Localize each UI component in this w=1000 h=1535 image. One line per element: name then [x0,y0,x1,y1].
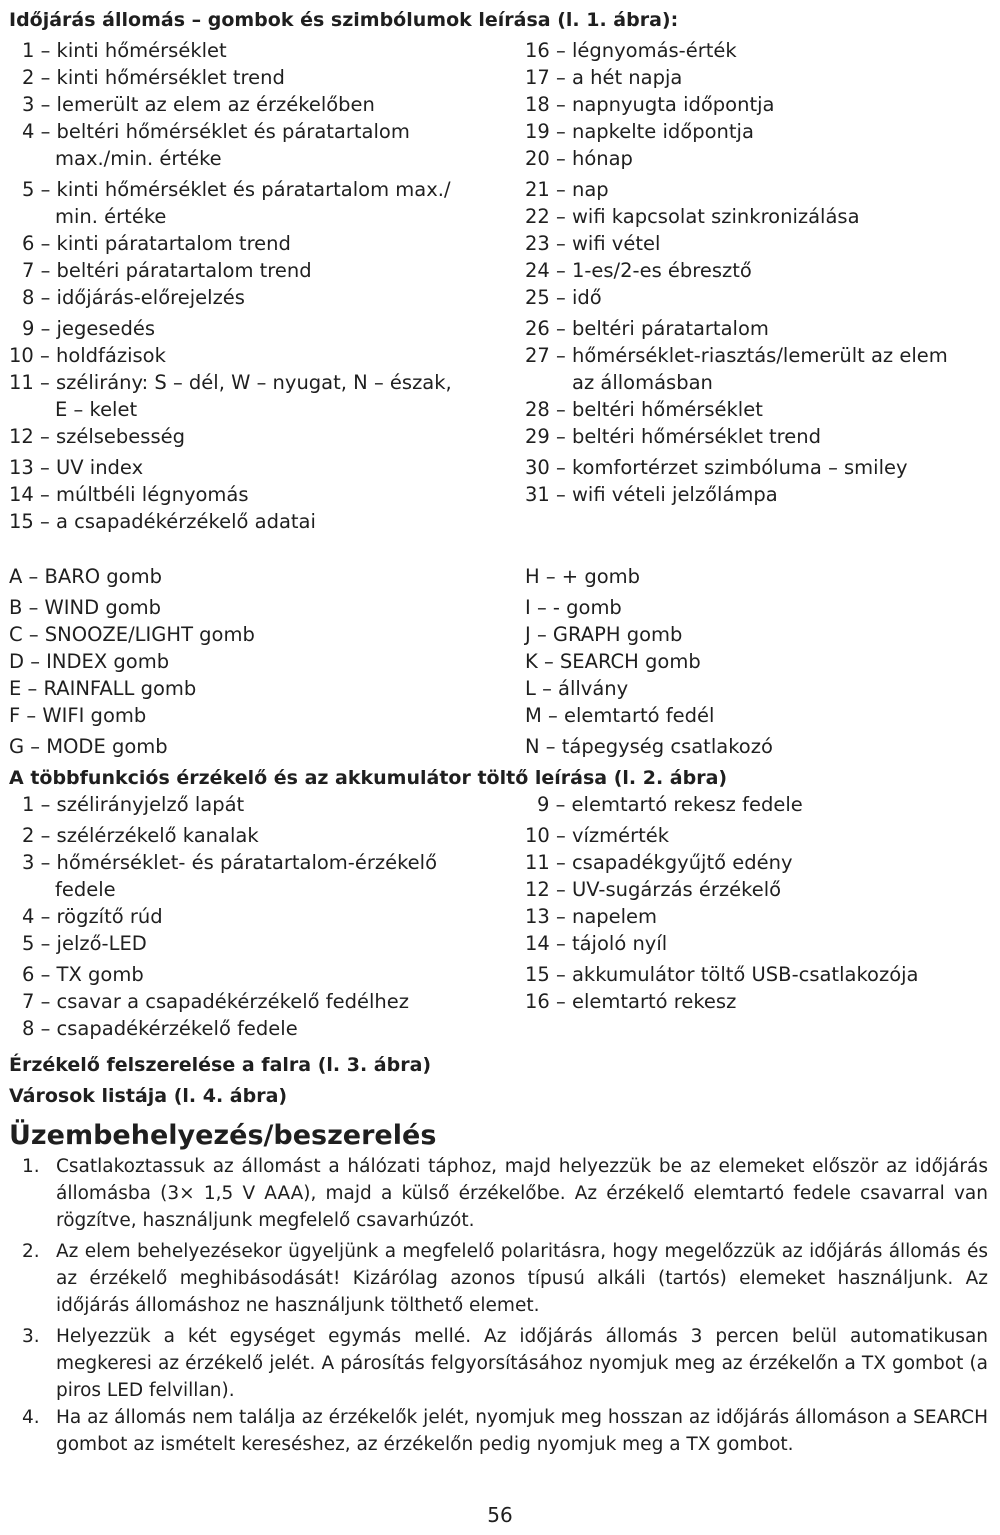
sensor-legend-item: 15 – akkumulátor töltő USB-csatlakozója [525,963,919,986]
section-heading-city-list: Városok listája (l. 4. ábra) [9,1085,288,1107]
sensor-legend-item: 13 – napelem [525,905,658,928]
legend-item: 14 – múltbéli légnyomás [9,483,249,506]
sensor-legend-item: 8 – csapadékérzékelő fedele [22,1017,298,1040]
button-legend-item: N – tápegység csatlakozó [525,735,773,758]
button-legend-item: D – INDEX gomb [9,650,170,673]
instruction-step [22,1323,988,1404]
legend-item: 3 – lemerült az elem az érzékelőben [22,93,375,116]
step-text: Csatlakoztassuk az állomást a hálózati táphoz, majd helyezzük be az elemeket először az időjárás állomásba (3× 1,5 V AAA), majd a külső érzékelőbe. Az érzékelő elemtartó fedele csavarral van rögzítve, használjunk megfelelő csavarhúzót. [56,1156,988,1231]
legend-item: 29 – beltéri hőmérséklet trend [525,425,822,448]
legend-item: 12 – szélsebesség [9,425,185,448]
legend-item: 17 – a hét napja [525,66,683,89]
legend-item: 24 – 1-es/2-es ébresztő [525,259,752,282]
button-legend-item: J – GRAPH gomb [525,623,683,646]
legend-item: 23 – wifi vétel [525,232,661,255]
legend-item: 22 – wifi kapcsolat szinkronizálása [525,205,860,228]
legend-item: 15 – a csapadékérzékelő adatai [9,510,316,533]
button-legend-item: F – WIFI gomb [9,704,147,727]
legend-item-continued: az állomásban [572,371,713,394]
legend-item: 5 – kinti hőmérséklet és páratartalom max./ [22,178,451,201]
button-legend-item: E – RAINFALL gomb [9,677,197,700]
legend-item-continued: min. értéke [55,205,167,228]
sensor-legend-item: 1 – szélirányjelző lapát [22,793,245,816]
legend-item: 28 – beltéri hőmérséklet [525,398,763,421]
step-number: 1. [22,1156,40,1177]
legend-item-continued: E – kelet [55,398,138,421]
step-number: 2. [22,1241,40,1262]
legend-item: 27 – hőmérséklet-riasztás/lemerült az elem [525,344,948,367]
legend-item: 16 – légnyomás-érték [525,39,737,62]
instruction-step [22,1153,988,1234]
legend-item: 1 – kinti hőmérséklet [22,39,227,62]
sensor-legend-item: 14 – tájoló nyíl [525,932,668,955]
legend-item: 13 – UV index [9,456,144,479]
step-number: 3. [22,1326,40,1347]
sensor-legend-item: 2 – szélérzékelő kanalak [22,824,259,847]
sensor-legend-item: 9 – elemtartó rekesz fedele [537,793,803,816]
legend-item: 6 – kinti páratartalom trend [22,232,291,255]
button-legend-item: H – + gomb [525,565,641,588]
button-legend-item: G – MODE gomb [9,735,168,758]
legend-item: 2 – kinti hőmérséklet trend [22,66,285,89]
section-title-installation: Üzembehelyezés/beszerelés [9,1120,437,1151]
sensor-legend-item: 7 – csavar a csapadékérzékelő fedélhez [22,990,410,1013]
button-legend-item: L – állvány [525,677,629,700]
legend-item: 21 – nap [525,178,609,201]
legend-item: 18 – napnyugta időpontja [525,93,775,116]
section-heading-wall-mount: Érzékelő felszerelése a falra (l. 3. ábra) [9,1054,432,1076]
legend-item: 9 – jegesedés [22,317,156,340]
legend-item-continued: max./min. értéke [55,147,222,170]
button-legend-item: M – elemtartó fedél [525,704,715,727]
instruction-step [22,1404,988,1458]
legend-item: 31 – wifi vételi jelzőlámpa [525,483,778,506]
button-legend-item: B – WIND gomb [9,596,162,619]
button-legend-item: K – SEARCH gomb [525,650,701,673]
legend-item: 25 – idő [525,286,602,309]
section-heading-station: Időjárás állomás – gombok és szimbólumok leírása (l. 1. ábra): [9,9,679,31]
sensor-legend-item: 11 – csapadékgyűjtő edény [525,851,793,874]
button-legend-item: I – - gomb [525,596,622,619]
sensor-legend-item: 6 – TX gomb [22,963,144,986]
legend-item: 4 – beltéri hőmérséklet és páratartalom [22,120,410,143]
step-text: Helyezzük a két egységet egymás mellé. Az időjárás állomás 3 percen belül automatikusan megkeresi az érzékelő jelét. A párosítás felgyorsításához nyomjuk meg az érzékelőn a TX gombot (a piros LED felvillan). [56,1326,988,1401]
step-text: Az elem behelyezésekor ügyeljünk a megfelelő polaritásra, hogy megelőzzük az időjárás állomás és az érzékelő meghibásodását! Kizárólag azonos típusú alkáli (tartós) elemeket használjunk. Az időjárás állomáshoz ne használjunk tölthető elemet. [56,1241,988,1316]
page-number: 56 [487,1503,513,1527]
sensor-legend-item: 3 – hőmérséklet- és páratartalom-érzékelő [22,851,438,874]
sensor-legend-item: 10 – vízmérték [525,824,670,847]
legend-item: 11 – szélirány: S – dél, W – nyugat, N – észak, [9,371,452,394]
legend-item: 20 – hónap [525,147,633,170]
legend-item: 8 – időjárás-előrejelzés [22,286,245,309]
legend-item: 19 – napkelte időpontja [525,120,754,143]
step-number: 4. [22,1407,40,1428]
button-legend-item: A – BARO gomb [9,565,162,588]
sensor-legend-item-continued: fedele [55,878,116,901]
sensor-legend-item: 12 – UV-sugárzás érzékelő [525,878,782,901]
button-legend-item: C – SNOOZE/LIGHT gomb [9,623,255,646]
instruction-step [22,1238,988,1319]
sensor-legend-item: 5 – jelző-LED [22,932,147,955]
sensor-legend-item: 16 – elemtartó rekesz [525,990,737,1013]
legend-item: 26 – beltéri páratartalom [525,317,769,340]
legend-item: 10 – holdfázisok [9,344,166,367]
legend-item: 30 – komfortérzet szimbóluma – smiley [525,456,908,479]
sensor-legend-item: 4 – rögzítő rúd [22,905,163,928]
legend-item: 7 – beltéri páratartalom trend [22,259,312,282]
step-text: Ha az állomás nem találja az érzékelők jelét, nyomjuk meg hosszan az időjárás állomáson a SEARCH gombot az ismételt kereséshez, az érzékelőn pedig nyomjuk meg a TX gombot. [56,1407,988,1455]
section-heading-sensor: A többfunkciós érzékelő és az akkumulátor töltő leírása (l. 2. ábra) [9,767,728,789]
